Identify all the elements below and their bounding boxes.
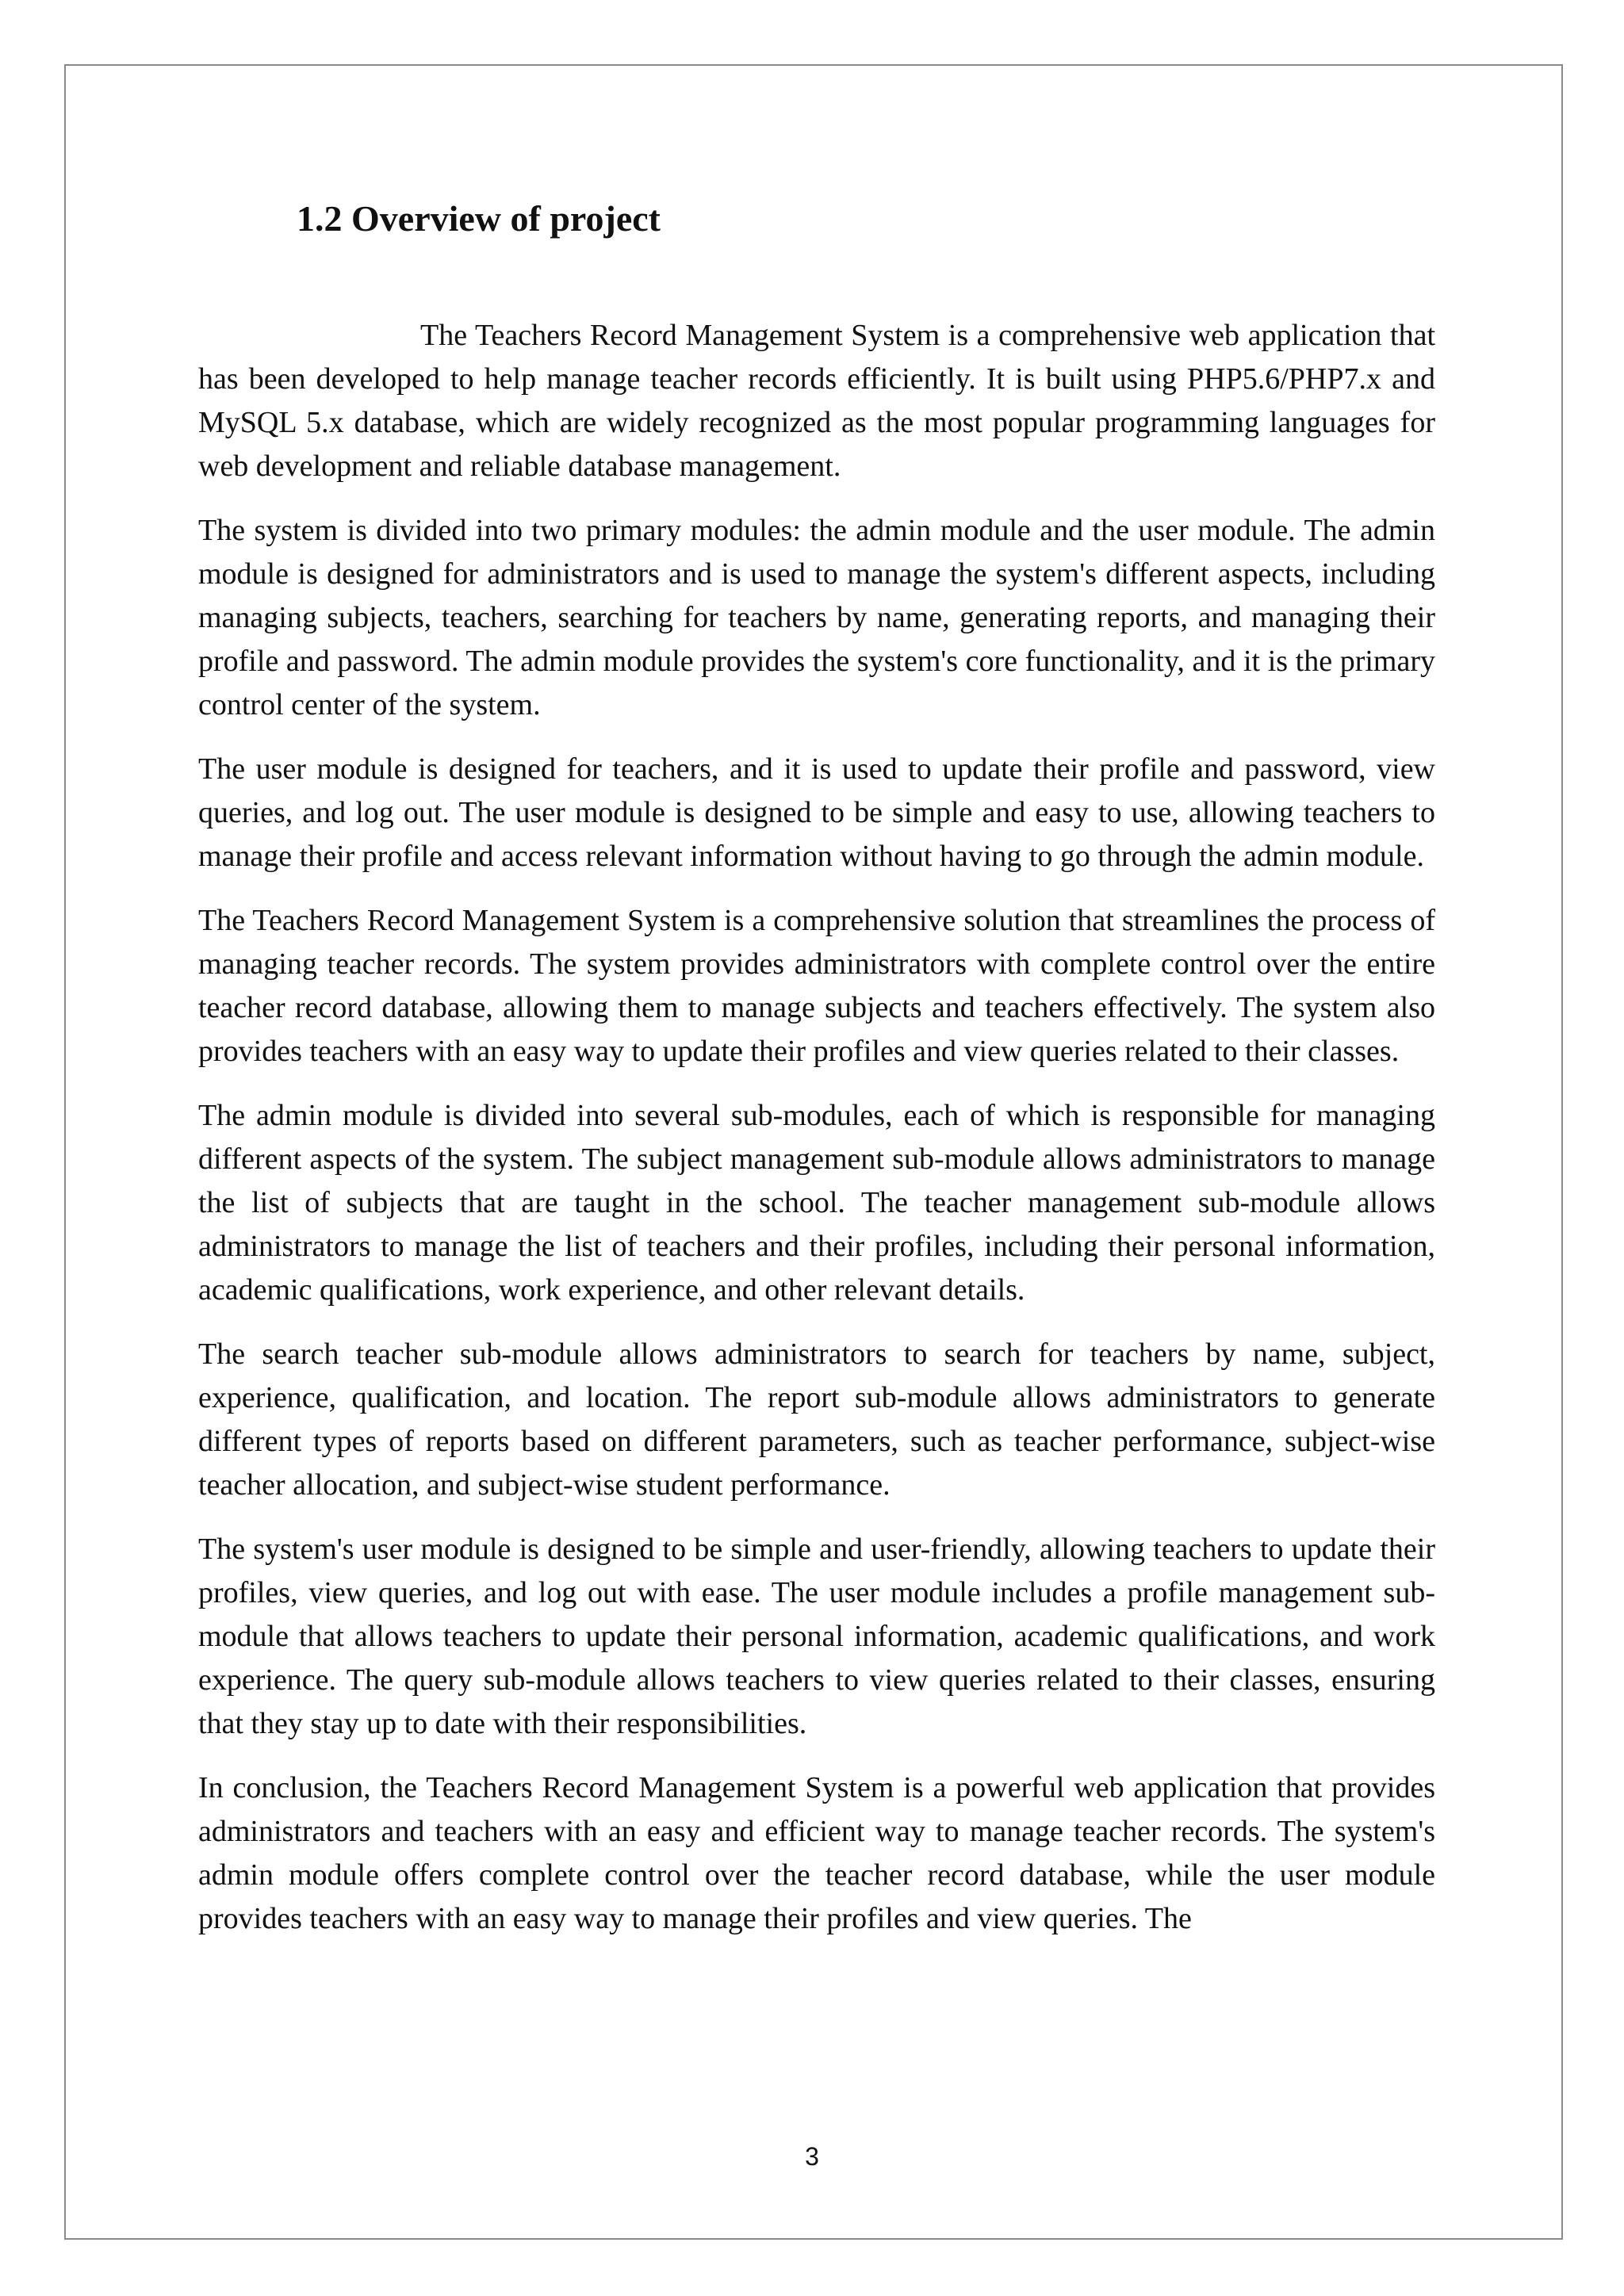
paragraph-search-report: The search teacher sub-module allows administrators to search for teachers by name, subject, experience, qualification, and location. The report sub-module allows administrators to generate different types of reports based on different parameters, such as teacher performance, subject-wise teacher allocation, and subject-wise student performance. (198, 1337, 1435, 1502)
section-heading: 1.2 Overview of project (297, 198, 661, 239)
page-number: 3 (805, 2142, 819, 2171)
paragraph-solution: The Teachers Record Management System is a comprehensive solution that streamlines the process of managing teacher records. The system provides administrators with complete control over the entire teacher record database, allowing them to manage subjects and teachers effectively. The system also provides teachers with an easy way to update their profiles and view queries related to their classes. (198, 904, 1435, 1068)
paragraph-user-module: The user module is designed for teachers, and it is used to update their profile and password, view queries, and log out. The user module is designed to be simple and easy to use, allowing teachers to manage their profile and access relevant information without having to go through the admin module. (198, 752, 1435, 873)
paragraph-admin-submodules: The admin module is divided into several sub-modules, each of which is responsible for managing different aspects of the system. The subject management sub-module allows administrators to manage the list of subjects that are taught in the school. The teacher management sub-module allows administrators to manage the list of teachers and their profiles, including their personal information, academic qualifications, work experience, and other relevant details. (198, 1099, 1435, 1307)
paragraph-conclusion: In conclusion, the Teachers Record Management System is a powerful web application that provides administrators and teachers with an easy and efficient way to manage teacher records. The system's admin module offers complete control over the teacher record database, while the user module provides teachers with an easy way to manage their profiles and view queries. The (198, 1771, 1435, 1935)
paragraph-user-submodules: The system's user module is designed to be simple and user-friendly, allowing teachers to update their profiles, view queries, and log out with ease. The user module includes a profile management sub-module that allows teachers to update their personal information, academic qualifications, and work experience. The query sub-module allows teachers to view queries related to their classes, ensuring that they stay up to date with their responsibilities. (198, 1533, 1435, 1740)
body-text (198, 314, 1435, 1961)
paragraph-intro: The Teachers Record Management System is a comprehensive web application that has been developed to help manage teacher records efficiently. It is built using PHP5.6/PHP7.x and MySQL 5.x database, which are widely recognized as the most popular programming languages for web development and reliable database management. (198, 319, 1435, 483)
paragraph-modules: The system is divided into two primary modules: the admin module and the user module. The admin module is designed for administrators and is used to manage the system's different aspects, including managing subjects, teachers, searching for teachers by name, generating reports, and managing their profile and password. The admin module provides the system's core functionality, and it is the primary control center of the system. (198, 514, 1435, 721)
